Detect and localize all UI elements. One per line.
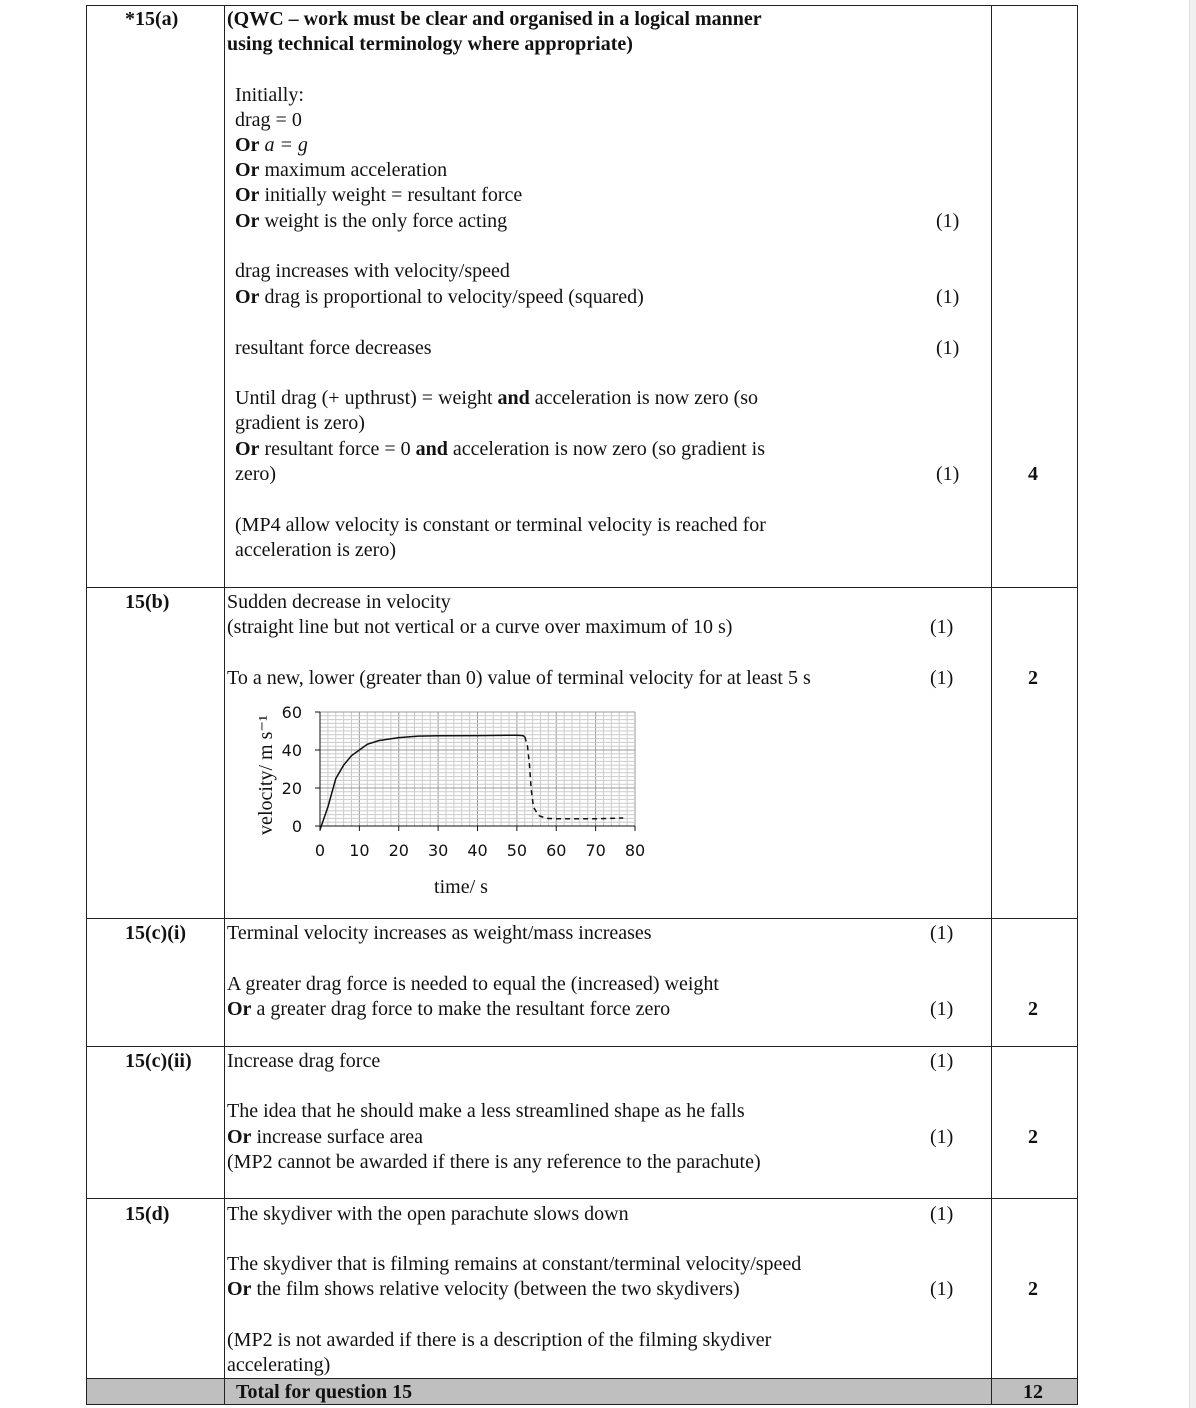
mark-point: (1) <box>930 922 954 944</box>
answer-line <box>227 1125 423 1149</box>
mark-point: (1) <box>930 1050 954 1072</box>
total-marks: 2 <box>1028 667 1038 689</box>
question-number: *15(a) <box>125 8 179 30</box>
y-tick-label: 40 <box>281 741 302 760</box>
answer-text: The skydiver with the open parachute slows down <box>227 1203 629 1225</box>
answer-text: Increase drag force <box>227 1050 381 1072</box>
total-row-background <box>86 1379 1077 1404</box>
mark-point: (1) <box>936 210 960 232</box>
answer-line <box>227 1099 745 1123</box>
column-divider <box>991 5 992 1405</box>
answer-text: A greater drag force is needed to equal the (increased) weight <box>227 973 719 995</box>
mark-point: (1) <box>930 1203 954 1225</box>
mark-point: (1) <box>930 1126 954 1148</box>
answer-line <box>235 462 276 486</box>
total-marks: 2 <box>1028 1278 1038 1300</box>
bold-keyword: using technical terminology where appropriate) <box>227 33 633 55</box>
answer-text: To a new, lower (greater than 0) value of terminal velocity for at least 5 s <box>227 667 811 689</box>
answer-line <box>227 972 719 996</box>
answer-line <box>227 1277 740 1301</box>
y-tick-label: 20 <box>281 779 302 798</box>
answer-line <box>235 513 766 537</box>
velocity-curve-dashed <box>525 737 623 819</box>
answer-line <box>235 411 365 435</box>
answer-text: maximum acceleration <box>259 159 448 181</box>
mark-point: (1) <box>936 463 960 485</box>
answer-text: Sudden decrease in velocity <box>227 591 451 613</box>
answer-text: acceleration is zero) <box>235 539 397 561</box>
answer-line <box>227 1202 629 1226</box>
answer-line <box>227 1150 761 1174</box>
velocity-time-graph <box>240 695 660 905</box>
x-tick-label: 0 <box>314 841 326 860</box>
answer-text: (straight line but not vertical or a curve over maximum of 10 s) <box>227 616 733 638</box>
answer-text: acceleration is now zero (so gradient is <box>447 438 766 460</box>
total-marks: 4 <box>1028 463 1038 485</box>
bold-keyword: Or <box>235 134 260 156</box>
answer-line <box>227 1353 330 1377</box>
answer-line <box>227 615 732 639</box>
answer-text: The skydiver that is filming remains at constant/terminal velocity/speed <box>227 1253 802 1275</box>
answer-line <box>227 666 811 690</box>
total-marks: 2 <box>1028 1126 1038 1148</box>
answer-line <box>227 32 633 56</box>
bold-keyword: and <box>415 438 448 460</box>
question-number: 15(c)(i) <box>125 922 187 944</box>
question-number: 15(d) <box>125 1203 170 1225</box>
bold-keyword: Or <box>235 286 260 308</box>
answer-line <box>235 183 522 207</box>
answer-text: zero) <box>235 463 277 485</box>
total-marks: 2 <box>1028 998 1038 1020</box>
bold-keyword: Or <box>235 210 260 232</box>
column-divider <box>1077 5 1078 1405</box>
answer-line <box>235 285 644 309</box>
mark-point: (1) <box>930 616 954 638</box>
y-tick-label: 0 <box>291 817 302 836</box>
mark-point: (1) <box>930 998 954 1020</box>
total-value: 12 <box>1023 1381 1043 1403</box>
answer-line <box>227 7 762 31</box>
mark-point: (1) <box>936 286 960 308</box>
bold-keyword: Or <box>235 438 260 460</box>
answer-text: drag increases with velocity/speed <box>235 260 510 282</box>
x-tick-label: 60 <box>546 841 567 860</box>
answer-line <box>227 997 670 1021</box>
answer-text: weight is the only force acting <box>259 210 508 232</box>
answer-text: (MP2 is not awarded if there is a description of the filming skydiver <box>227 1329 772 1351</box>
answer-text: Until drag (+ upthrust) = weight <box>235 387 498 409</box>
answer-line <box>227 1328 771 1352</box>
answer-text: Initially: <box>235 84 304 106</box>
mark-point: (1) <box>930 1278 954 1300</box>
answer-line <box>235 133 308 157</box>
answer-line <box>227 590 451 614</box>
x-tick-label: 40 <box>467 841 488 860</box>
answer-text: gradient is zero) <box>235 412 365 434</box>
scrollbar[interactable] <box>1189 0 1196 1408</box>
answer-line <box>235 259 510 283</box>
answer-text: The idea that he should make a less streamlined shape as he falls <box>227 1100 745 1122</box>
answer-line <box>235 108 302 132</box>
answer-text: resultant force = 0 <box>259 438 416 460</box>
x-tick-label: 70 <box>585 841 606 860</box>
bold-keyword: Or <box>235 159 260 181</box>
row-divider <box>86 1404 1077 1405</box>
answer-text: a = g <box>259 134 308 156</box>
answer-line <box>235 83 304 107</box>
bold-keyword: Or <box>235 184 260 206</box>
answer-line <box>227 921 652 945</box>
answer-text: acceleration is now zero (so <box>529 387 759 409</box>
column-divider <box>224 5 225 1405</box>
question-number: 15(b) <box>125 591 170 613</box>
y-tick-label: 60 <box>281 703 302 722</box>
row-divider <box>86 1046 1077 1047</box>
column-divider <box>86 5 87 1405</box>
answer-line <box>227 1252 801 1276</box>
x-tick-label: 10 <box>349 841 370 860</box>
y-axis-label: velocity/ m s⁻¹ <box>255 715 277 835</box>
answer-text: initially weight = resultant force <box>259 184 523 206</box>
answer-line <box>235 386 758 410</box>
answer-line <box>235 209 507 233</box>
bold-keyword: Or <box>227 1126 252 1148</box>
bold-keyword: and <box>497 387 530 409</box>
row-divider <box>86 918 1077 919</box>
answer-line <box>227 1049 380 1073</box>
x-tick-label: 20 <box>388 841 409 860</box>
answer-line <box>235 437 765 461</box>
answer-text: drag is proportional to velocity/speed (squared) <box>259 286 644 308</box>
bold-keyword: Or <box>227 998 252 1020</box>
answer-text: drag = 0 <box>235 109 302 131</box>
x-tick-label: 30 <box>427 841 449 860</box>
question-number: 15(c)(ii) <box>125 1050 192 1072</box>
row-divider <box>86 587 1077 588</box>
bold-keyword: (QWC – work must be clear and organised in a logical manner <box>227 8 762 30</box>
mark-point: (1) <box>930 667 954 689</box>
row-divider <box>86 1378 1077 1379</box>
answer-text: resultant force decreases <box>235 337 432 359</box>
x-tick-label: 50 <box>506 841 528 860</box>
answer-text: accelerating) <box>227 1354 331 1376</box>
answer-line <box>235 538 396 562</box>
answer-line <box>235 336 432 360</box>
answer-text: the film shows relative velocity (between the two skydivers) <box>251 1278 740 1300</box>
row-divider <box>86 5 1077 6</box>
answer-line <box>235 158 447 182</box>
mark-point: (1) <box>936 337 960 359</box>
total-label: Total for question 15 <box>236 1381 413 1403</box>
x-tick-label: 80 <box>624 841 646 860</box>
answer-text: Terminal velocity increases as weight/mass increases <box>227 922 652 944</box>
bold-keyword: Or <box>227 1278 252 1300</box>
answer-text: (MP2 cannot be awarded if there is any reference to the parachute) <box>227 1151 761 1173</box>
answer-text: increase surface area <box>251 1126 423 1148</box>
answer-text: a greater drag force to make the resultant force zero <box>251 998 671 1020</box>
x-axis-label: time/ s <box>434 876 488 898</box>
answer-text: (MP4 allow velocity is constant or terminal velocity is reached for <box>235 514 766 536</box>
row-divider <box>86 1198 1077 1199</box>
